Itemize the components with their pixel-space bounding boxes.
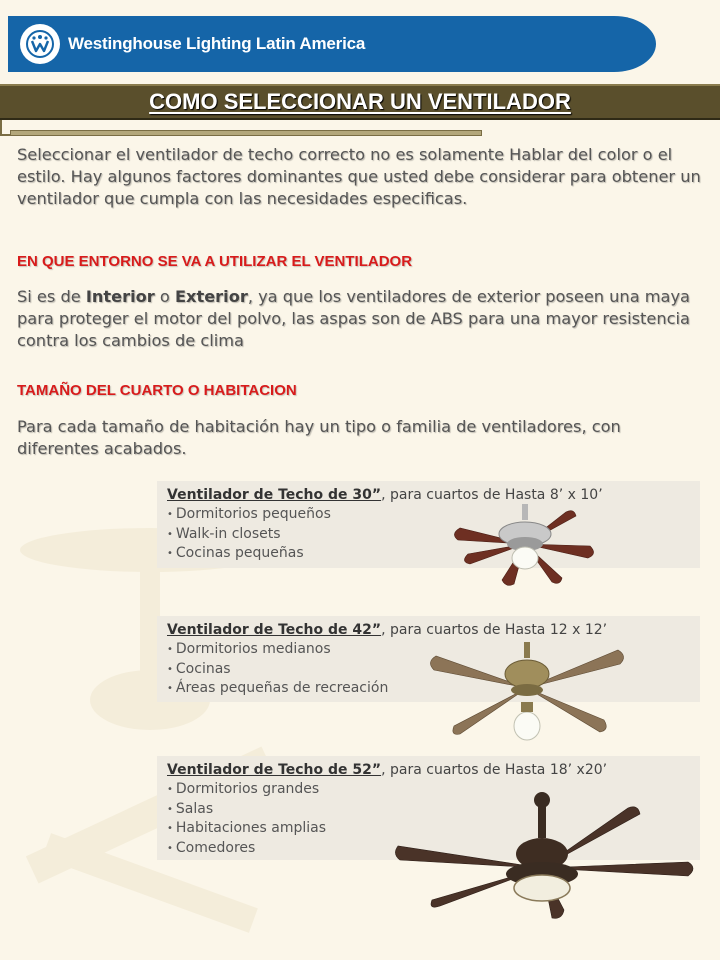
- list-item: • Dormitorios pequeños: [167, 505, 700, 525]
- intro-paragraph: Seleccionar el ventilador de techo correcto no es solamente Hablar del color o el estilo. Hay algunos factores dominantes que usted debe considerar para obtener un ventilador que cumpla con las necesidades especificas.: [17, 145, 701, 208]
- section-text-tamano: Para cada tamaño de habitación hay un tipo o familia de ventiladores, con diferentes acabados.: [17, 417, 621, 458]
- list-item: • Habitaciones amplias: [167, 819, 700, 839]
- list-item: • Áreas pequeñas de recreación: [167, 679, 700, 699]
- page-title: COMO SELECCIONAR UN VENTILADOR: [149, 89, 571, 114]
- fan-card-room-size: , para cuartos de Hasta 18’ x20’: [381, 762, 608, 778]
- list-item: • Cocinas pequeñas: [167, 544, 700, 564]
- ceiling-fan-42-image: [424, 640, 630, 746]
- interior-label: Interior: [85, 287, 155, 306]
- list-item: • Comedores: [167, 839, 700, 859]
- section-text-entorno: [17, 286, 707, 352]
- fan-card-title: Ventilador de Techo de 52”: [167, 762, 382, 778]
- list-item: • Walk-in closets: [167, 525, 700, 545]
- exterior-label: Exterior: [174, 287, 248, 306]
- entorno-text-end: , ya que los ventiladores de exterior poseen una maya para proteger el motor del polvo, las aspas son de ABS para una mayor resistencia contra los cambios de clima: [17, 287, 690, 350]
- fan-card-list: [157, 505, 700, 564]
- brand-header: [8, 16, 656, 72]
- fan-card-30: [157, 481, 700, 568]
- fan-card-room-size: , para cuartos de Hasta 12 x 12’: [381, 622, 608, 638]
- title-banner: [0, 84, 720, 120]
- ceiling-fan-52-image: [392, 792, 698, 920]
- fan-card-room-size: , para cuartos de Hasta 8’ x 10’: [381, 487, 603, 503]
- entorno-text-mid: o: [154, 287, 175, 306]
- fan-card-title: Ventilador de Techo de 30”: [167, 487, 382, 503]
- section-heading-tamano: TAMAÑO DEL CUARTO O HABITACION: [17, 382, 297, 399]
- title-accent-line: [10, 130, 482, 136]
- westinghouse-logo-icon: [20, 24, 60, 64]
- list-item: • Salas: [167, 800, 700, 820]
- section-heading-entorno: EN QUE ENTORNO SE VA A UTILIZAR EL VENTILADOR: [17, 253, 413, 270]
- list-item: • Cocinas: [167, 660, 700, 680]
- brand-name: Westinghouse Lighting Latin America: [68, 34, 366, 53]
- entorno-text-start: Si es de: [17, 287, 86, 306]
- list-item: • Dormitorios medianos: [167, 640, 700, 660]
- ceiling-fan-30-image: [440, 500, 610, 592]
- fan-card-title: Ventilador de Techo de 42”: [167, 622, 382, 638]
- list-item: • Dormitorios grandes: [167, 780, 700, 800]
